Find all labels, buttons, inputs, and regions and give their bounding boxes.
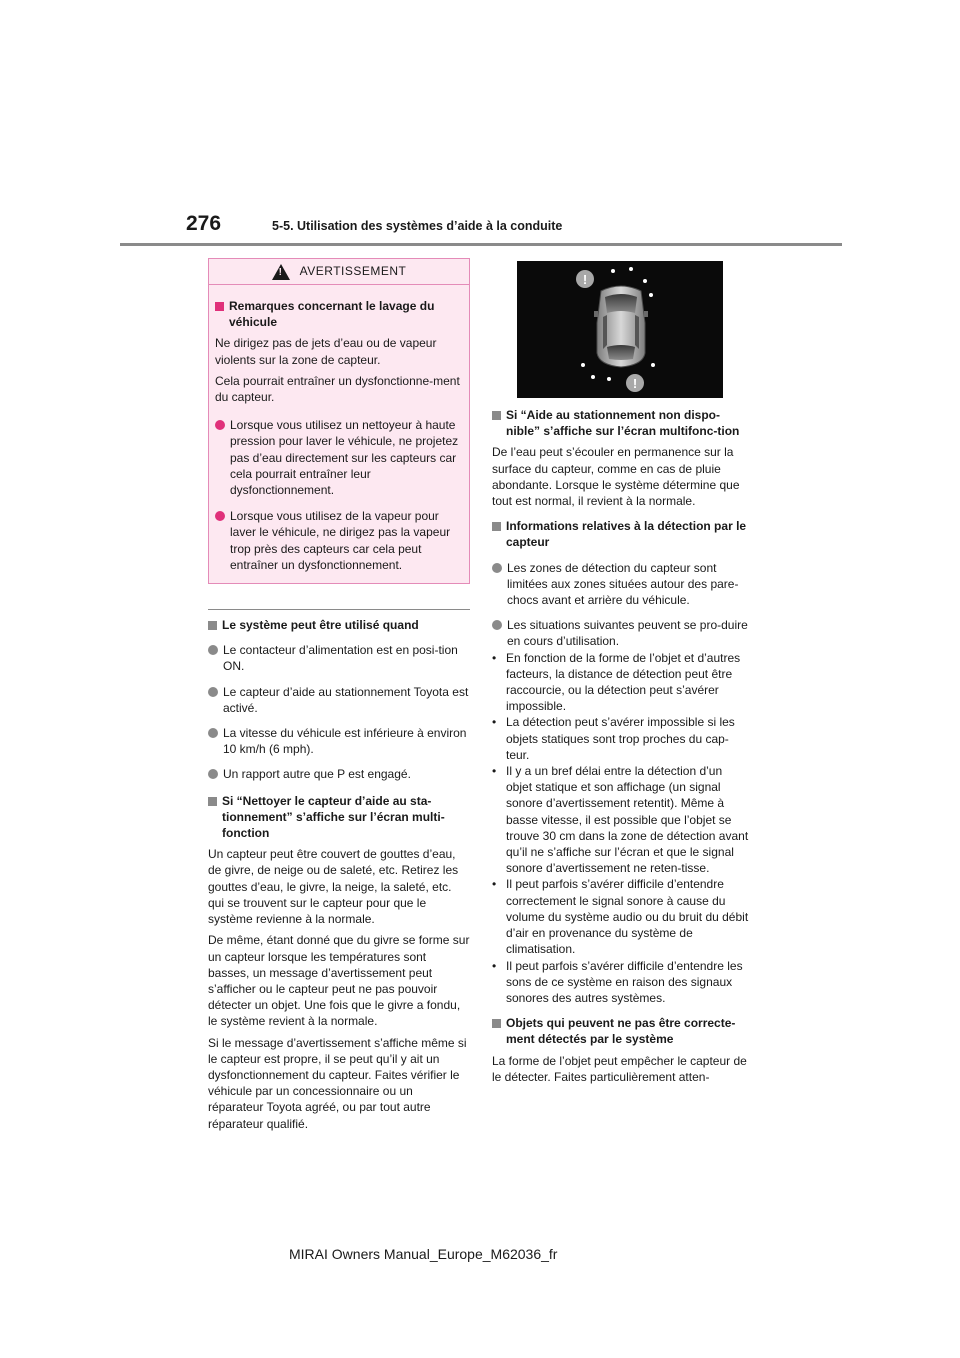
square-bullet-icon: [208, 797, 217, 806]
page-number: 276: [186, 212, 222, 235]
body-paragraph: Un capteur peut être couvert de gouttes d’eau, de givre, de neige ou de saleté, etc. Retirez les gouttes d’eau, le givre, la neige, la saleté, etc. qui se trouvent sur le capteur pour que le système revienne à la normale.: [208, 847, 459, 927]
sensor-alert-icon: [576, 270, 594, 288]
square-bullet-icon: [208, 621, 217, 630]
round-bullet-icon: [492, 563, 502, 573]
warning-bullet: Lorsque vous utilisez de la vapeur pour laver le véhicule, ne dirigez pas la vapeur trop près des capteurs car cela peut entraîner un dysfonctionnement.: [215, 508, 463, 573]
warning-paragraph: Cela pourrait entraîner un dysfonctionne-ment du capteur.: [215, 373, 460, 405]
warning-title: AVERTISSEMENT: [299, 264, 407, 279]
section-heading: Informations relatives à la détection par le capteur: [492, 518, 750, 550]
square-bullet-icon: [492, 1019, 501, 1028]
round-bullet-icon: [208, 687, 218, 697]
square-bullet-icon: [492, 411, 501, 420]
body-paragraph: De même, étant donné que du givre se forme sur un capteur lorsque les températures sont basses, un message d’avertissement peut s’afficher ou le capteur peut ne pas pouvoir détecter un objet. Une fois que le givre a fondu, le système revient à la normale.: [208, 933, 470, 1029]
list-item: Le capteur d’aide au stationnement Toyota est activé.: [208, 684, 470, 716]
sensor-alert-icon: [626, 374, 644, 392]
page-footer: MIRAI Owners Manual_Europe_M62036_fr: [289, 1246, 558, 1262]
round-bullet-icon: [215, 511, 225, 521]
round-bullet-icon: [208, 769, 218, 779]
round-bullet-icon: [208, 728, 218, 738]
round-bullet-icon: [208, 645, 218, 655]
section-divider: [208, 609, 470, 610]
warning-box: [208, 258, 470, 584]
header-rule: [120, 243, 842, 246]
sub-list-item: • Il peut parfois s’avérer difficile d’entendre les sons de ce système en raison des signaux sonores des autres systèmes.: [492, 958, 743, 1005]
left-column: [208, 258, 470, 1132]
body-paragraph: La forme de l’objet peut empêcher le capteur de le détecter. Faites particulièrement atten-: [492, 1053, 747, 1084]
list-item: Un rapport autre que P est engagé.: [208, 766, 470, 782]
square-bullet-icon: [215, 302, 224, 311]
round-bullet-icon: [492, 620, 502, 630]
sub-list-item: • Il y a un bref délai entre la détection d’un objet statique et son affichage (un signal sonore d’avertissement retentit). Même à basse vitesse, il est possible que l’objet se trouve 30 cm dans la zone de détection avant qu’il ne s’affiche sur l’écran et que le signal sonore d’avertissement ne reten-tisse.: [492, 764, 749, 876]
sub-list-item: • Il peut parfois s’avérer difficile d’entendre correctement le signal sonore à cause du volume du système audio ou du bruit du débit d’air en provenance du système de climatisation.: [492, 877, 749, 957]
parking-sensor-illustration: [517, 261, 723, 398]
sub-list-item: • La détection peut s’avérer impossible si les objets statiques sont trop proches du cap-teur.: [492, 715, 735, 762]
square-bullet-icon: [492, 522, 501, 531]
list-item: Le contacteur d’alimentation est en posi-tion ON.: [208, 642, 470, 674]
list-item: Les situations suivantes peuvent se pro-duire en cours d’utilisation.: [492, 617, 750, 649]
section-heading: Le système peut être utilisé quand: [208, 617, 470, 633]
section-title: 5-5. Utilisation des systèmes d’aide à la conduite: [272, 219, 563, 233]
section-heading: Si “Aide au stationnement non dispo-nible” s’affiche sur l’écran multifonc-tion: [492, 407, 750, 439]
svg-text:!: !: [582, 272, 588, 287]
car-top-view-icon: [594, 286, 648, 367]
section-heading: Objets qui peuvent ne pas être correcte-ment détectés par le système: [492, 1015, 750, 1047]
body-paragraph: De l’eau peut s’écouler en permanence sur la surface du capteur, comme en cas de pluie abondante. Lorsque le système détermine que tout est normal, il revient à la normale.: [492, 445, 740, 509]
warning-body: [209, 285, 469, 573]
page-header: [0, 0, 960, 250]
round-bullet-icon: [215, 420, 225, 430]
body-paragraph: Si le message d’avertissement s’affiche même si le capteur est propre, il se peut qu’il y ait un dysfonctionnement du capteur. Faites vérifier le véhicule par un concessionnaire ou un réparateur Toyota agréé, ou par tout autre réparateur qualifié.: [208, 1035, 467, 1131]
section-heading: Si “Nettoyer le capteur d’aide au sta-tionnement” s’affiche sur l’écran multi-fonction: [208, 793, 470, 842]
warning-header: [209, 259, 469, 285]
warning-bullet: Lorsque vous utilisez un nettoyeur à haute pression pour laver le véhicule, ne projetez pas d’eau directement sur les capteurs car cela pourrait entraîner leur dysfonctionnement.: [215, 417, 463, 498]
right-column: [492, 261, 750, 1085]
list-item: La vitesse du véhicule est inférieure à environ 10 km/h (6 mph).: [208, 725, 470, 757]
warning-heading: Remarques concernant le lavage du véhicule: [215, 298, 463, 330]
warning-paragraph: Ne dirigez pas de jets d’eau ou de vapeur violents sur la zone de capteur.: [215, 336, 437, 367]
sub-list-item: • En fonction de la forme de l’objet et d’autres facteurs, la distance de détection peut être raccourcie, ou la détection peut s’avérer impossible.: [492, 650, 741, 714]
list-item: Les zones de détection du capteur sont limitées aux zones situées autour des pare-chocs avant et arrière du véhicule.: [492, 560, 750, 609]
svg-text:!: !: [632, 376, 638, 391]
warning-triangle-icon: !: [272, 264, 290, 280]
parking-sensor-display: [517, 261, 723, 398]
